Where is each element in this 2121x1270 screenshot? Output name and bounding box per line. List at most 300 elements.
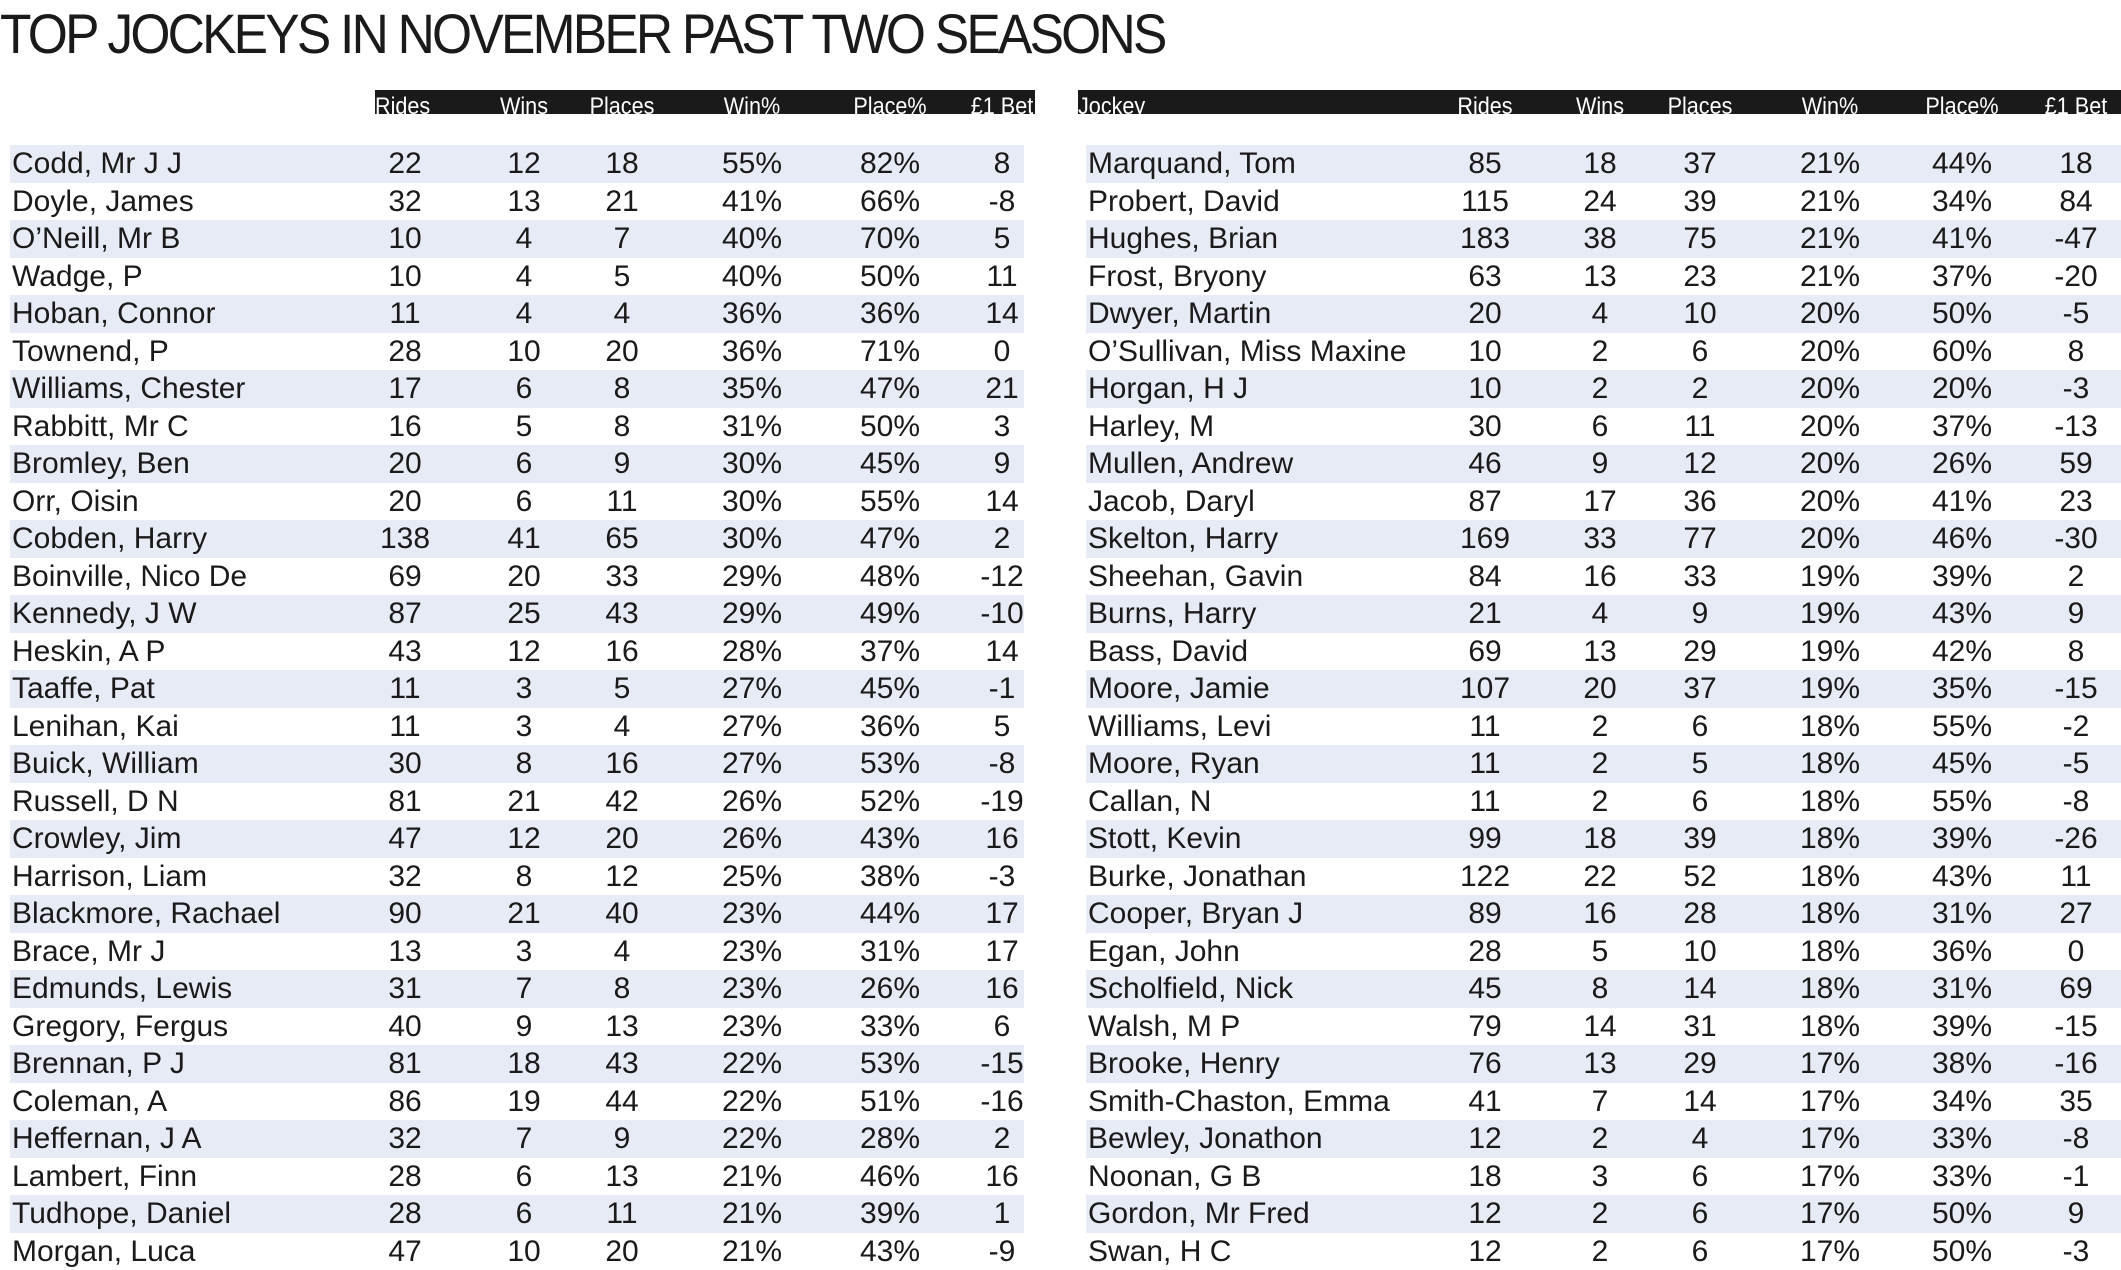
column-header-win-pct: Win% bbox=[698, 90, 806, 118]
cell-place-pct: 36% bbox=[1912, 933, 2012, 971]
cell-places: 16 bbox=[572, 633, 672, 671]
cell-places: 36 bbox=[1650, 483, 1750, 521]
cell-wins: 16 bbox=[1550, 558, 1650, 596]
column-header-rides: Rides bbox=[375, 90, 430, 118]
cell-rides: 86 bbox=[355, 1083, 455, 1121]
cell-wins: 25 bbox=[474, 595, 574, 633]
cell-places: 6 bbox=[1650, 1233, 1750, 1270]
cell-wins: 18 bbox=[474, 1045, 574, 1083]
cell-jockey: Edmunds, Lewis bbox=[12, 970, 232, 1008]
cell-rides: 84 bbox=[1435, 558, 1535, 596]
cell-places: 29 bbox=[1650, 633, 1750, 671]
cell-places: 12 bbox=[1650, 445, 1750, 483]
cell-place-pct: 39% bbox=[840, 1195, 940, 1233]
cell-win-pct: 18% bbox=[1780, 745, 1880, 783]
cell-win-pct: 41% bbox=[702, 183, 802, 221]
cell-places: 20 bbox=[572, 333, 672, 371]
cell-wins: 6 bbox=[474, 445, 574, 483]
cell-place-pct: 39% bbox=[1912, 1008, 2012, 1046]
cell-place-pct: 50% bbox=[1912, 1195, 2012, 1233]
cell-win-pct: 30% bbox=[702, 445, 802, 483]
cell-rides: 79 bbox=[1435, 1008, 1535, 1046]
cell-place-pct: 60% bbox=[1912, 333, 2012, 371]
cell-bet: 9 bbox=[2026, 595, 2121, 633]
cell-bet: 27 bbox=[2026, 895, 2121, 933]
cell-bet: -20 bbox=[2026, 258, 2121, 296]
cell-bet: 17 bbox=[952, 933, 1052, 971]
cell-rides: 30 bbox=[355, 745, 455, 783]
cell-rides: 122 bbox=[1435, 858, 1535, 896]
cell-place-pct: 34% bbox=[1912, 183, 2012, 221]
cell-wins: 22 bbox=[1550, 858, 1650, 896]
cell-jockey: Brennan, P J bbox=[12, 1045, 185, 1083]
cell-wins: 20 bbox=[474, 558, 574, 596]
cell-win-pct: 31% bbox=[702, 408, 802, 446]
cell-place-pct: 39% bbox=[1912, 558, 2012, 596]
cell-places: 13 bbox=[572, 1158, 672, 1196]
cell-place-pct: 28% bbox=[840, 1120, 940, 1158]
cell-places: 7 bbox=[572, 220, 672, 258]
cell-places: 13 bbox=[572, 1008, 672, 1046]
cell-bet: 16 bbox=[952, 1158, 1052, 1196]
cell-wins: 7 bbox=[1550, 1083, 1650, 1121]
cell-rides: 10 bbox=[355, 258, 455, 296]
cell-place-pct: 35% bbox=[1912, 670, 2012, 708]
cell-bet: 17 bbox=[952, 895, 1052, 933]
cell-place-pct: 38% bbox=[1912, 1045, 2012, 1083]
cell-place-pct: 26% bbox=[840, 970, 940, 1008]
cell-places: 20 bbox=[572, 1233, 672, 1270]
cell-wins: 7 bbox=[474, 970, 574, 1008]
cell-places: 40 bbox=[572, 895, 672, 933]
cell-bet: -8 bbox=[2026, 1120, 2121, 1158]
cell-places: 28 bbox=[1650, 895, 1750, 933]
cell-win-pct: 18% bbox=[1780, 933, 1880, 971]
cell-rides: 16 bbox=[355, 408, 455, 446]
cell-rides: 28 bbox=[355, 1158, 455, 1196]
cell-bet: 16 bbox=[952, 970, 1052, 1008]
cell-place-pct: 43% bbox=[840, 1233, 940, 1270]
cell-jockey: Smith-Chaston, Emma bbox=[1088, 1083, 1390, 1121]
cell-wins: 14 bbox=[1550, 1008, 1650, 1046]
cell-rides: 28 bbox=[355, 333, 455, 371]
cell-bet: -2 bbox=[2026, 708, 2121, 746]
cell-jockey: Sheehan, Gavin bbox=[1088, 558, 1303, 596]
cell-rides: 76 bbox=[1435, 1045, 1535, 1083]
cell-win-pct: 18% bbox=[1780, 708, 1880, 746]
cell-jockey: Heskin, A P bbox=[12, 633, 165, 671]
cell-place-pct: 47% bbox=[840, 520, 940, 558]
cell-places: 11 bbox=[572, 1195, 672, 1233]
cell-wins: 18 bbox=[1550, 145, 1650, 183]
cell-wins: 16 bbox=[1550, 895, 1650, 933]
cell-wins: 10 bbox=[474, 333, 574, 371]
cell-rides: 18 bbox=[1435, 1158, 1535, 1196]
cell-bet: -13 bbox=[2026, 408, 2121, 446]
cell-places: 42 bbox=[572, 783, 672, 821]
cell-bet: -1 bbox=[2026, 1158, 2121, 1196]
cell-place-pct: 50% bbox=[840, 408, 940, 446]
cell-rides: 21 bbox=[1435, 595, 1535, 633]
cell-rides: 90 bbox=[355, 895, 455, 933]
cell-win-pct: 20% bbox=[1780, 370, 1880, 408]
cell-wins: 24 bbox=[1550, 183, 1650, 221]
cell-places: 37 bbox=[1650, 145, 1750, 183]
cell-places: 20 bbox=[572, 820, 672, 858]
cell-place-pct: 45% bbox=[840, 670, 940, 708]
cell-wins: 17 bbox=[1550, 483, 1650, 521]
cell-jockey: Crowley, Jim bbox=[12, 820, 181, 858]
cell-jockey: Coleman, A bbox=[12, 1083, 167, 1121]
cell-wins: 4 bbox=[474, 258, 574, 296]
cell-jockey: Scholfield, Nick bbox=[1088, 970, 1293, 1008]
cell-place-pct: 50% bbox=[1912, 295, 2012, 333]
cell-places: 31 bbox=[1650, 1008, 1750, 1046]
cell-win-pct: 21% bbox=[702, 1158, 802, 1196]
cell-place-pct: 37% bbox=[1912, 258, 2012, 296]
cell-win-pct: 25% bbox=[702, 858, 802, 896]
cell-jockey: Heffernan, J A bbox=[12, 1120, 202, 1158]
cell-bet: 5 bbox=[952, 220, 1052, 258]
cell-places: 6 bbox=[1650, 783, 1750, 821]
cell-rides: 17 bbox=[355, 370, 455, 408]
cell-rides: 46 bbox=[1435, 445, 1535, 483]
cell-place-pct: 37% bbox=[840, 633, 940, 671]
cell-places: 10 bbox=[1650, 933, 1750, 971]
cell-places: 39 bbox=[1650, 183, 1750, 221]
cell-place-pct: 44% bbox=[1912, 145, 2012, 183]
cell-bet: -8 bbox=[952, 183, 1052, 221]
cell-places: 4 bbox=[572, 295, 672, 333]
cell-place-pct: 55% bbox=[1912, 708, 2012, 746]
cell-jockey: Callan, N bbox=[1088, 783, 1211, 821]
page-title: TOP JOCKEYS IN NOVEMBER PAST TWO SEASONS bbox=[0, 2, 1165, 66]
cell-wins: 12 bbox=[474, 145, 574, 183]
cell-places: 2 bbox=[1650, 370, 1750, 408]
cell-place-pct: 55% bbox=[1912, 783, 2012, 821]
cell-jockey: Lambert, Finn bbox=[12, 1158, 197, 1196]
column-header-wins: Wins bbox=[1546, 90, 1654, 118]
cell-wins: 38 bbox=[1550, 220, 1650, 258]
cell-places: 52 bbox=[1650, 858, 1750, 896]
cell-win-pct: 20% bbox=[1780, 520, 1880, 558]
cell-rides: 28 bbox=[1435, 933, 1535, 971]
cell-places: 9 bbox=[572, 1120, 672, 1158]
cell-wins: 21 bbox=[474, 895, 574, 933]
cell-rides: 41 bbox=[1435, 1083, 1535, 1121]
cell-place-pct: 43% bbox=[1912, 858, 2012, 896]
cell-places: 11 bbox=[1650, 408, 1750, 446]
cell-wins: 3 bbox=[474, 708, 574, 746]
cell-win-pct: 26% bbox=[702, 783, 802, 821]
cell-place-pct: 53% bbox=[840, 1045, 940, 1083]
cell-wins: 8 bbox=[474, 858, 574, 896]
cell-place-pct: 48% bbox=[840, 558, 940, 596]
cell-wins: 6 bbox=[474, 370, 574, 408]
cell-win-pct: 21% bbox=[702, 1195, 802, 1233]
cell-jockey: Frost, Bryony bbox=[1088, 258, 1266, 296]
cell-win-pct: 26% bbox=[702, 820, 802, 858]
cell-rides: 11 bbox=[1435, 708, 1535, 746]
cell-wins: 9 bbox=[474, 1008, 574, 1046]
cell-place-pct: 50% bbox=[840, 258, 940, 296]
cell-win-pct: 21% bbox=[1780, 220, 1880, 258]
cell-place-pct: 33% bbox=[840, 1008, 940, 1046]
cell-place-pct: 55% bbox=[840, 483, 940, 521]
cell-jockey: Egan, John bbox=[1088, 933, 1240, 971]
cell-rides: 20 bbox=[1435, 295, 1535, 333]
column-header-rides: Rides bbox=[1431, 90, 1539, 118]
cell-win-pct: 20% bbox=[1780, 408, 1880, 446]
cell-wins: 5 bbox=[474, 408, 574, 446]
cell-place-pct: 66% bbox=[840, 183, 940, 221]
cell-bet: -30 bbox=[2026, 520, 2121, 558]
cell-place-pct: 31% bbox=[1912, 895, 2012, 933]
column-header-bet: £1 Bet bbox=[2022, 90, 2121, 118]
cell-rides: 87 bbox=[355, 595, 455, 633]
cell-place-pct: 33% bbox=[1912, 1120, 2012, 1158]
cell-rides: 12 bbox=[1435, 1233, 1535, 1270]
cell-jockey: Cobden, Harry bbox=[12, 520, 207, 558]
cell-places: 43 bbox=[572, 595, 672, 633]
cell-bet: 2 bbox=[2026, 558, 2121, 596]
cell-jockey: Mullen, Andrew bbox=[1088, 445, 1293, 483]
cell-win-pct: 20% bbox=[1780, 333, 1880, 371]
cell-places: 9 bbox=[1650, 595, 1750, 633]
cell-bet: -15 bbox=[952, 1045, 1052, 1083]
cell-win-pct: 23% bbox=[702, 895, 802, 933]
cell-place-pct: 31% bbox=[1912, 970, 2012, 1008]
cell-wins: 4 bbox=[1550, 295, 1650, 333]
cell-places: 8 bbox=[572, 408, 672, 446]
cell-rides: 63 bbox=[1435, 258, 1535, 296]
cell-places: 33 bbox=[1650, 558, 1750, 596]
cell-jockey: Marquand, Tom bbox=[1088, 145, 1296, 183]
cell-jockey: Williams, Chester bbox=[12, 370, 245, 408]
cell-bet: 2 bbox=[952, 520, 1052, 558]
cell-places: 5 bbox=[1650, 745, 1750, 783]
cell-places: 33 bbox=[572, 558, 672, 596]
cell-wins: 8 bbox=[1550, 970, 1650, 1008]
cell-win-pct: 23% bbox=[702, 1008, 802, 1046]
cell-win-pct: 19% bbox=[1780, 595, 1880, 633]
cell-place-pct: 31% bbox=[840, 933, 940, 971]
cell-place-pct: 52% bbox=[840, 783, 940, 821]
cell-place-pct: 71% bbox=[840, 333, 940, 371]
cell-bet: 14 bbox=[952, 295, 1052, 333]
cell-wins: 4 bbox=[1550, 595, 1650, 633]
cell-wins: 2 bbox=[1550, 745, 1650, 783]
cell-jockey: Swan, H C bbox=[1088, 1233, 1231, 1270]
cell-rides: 47 bbox=[355, 1233, 455, 1270]
cell-bet: 8 bbox=[2026, 333, 2121, 371]
cell-bet: -16 bbox=[2026, 1045, 2121, 1083]
cell-rides: 30 bbox=[1435, 408, 1535, 446]
cell-jockey: Dwyer, Martin bbox=[1088, 295, 1271, 333]
cell-bet: 6 bbox=[952, 1008, 1052, 1046]
cell-rides: 169 bbox=[1435, 520, 1535, 558]
cell-places: 11 bbox=[572, 483, 672, 521]
cell-rides: 20 bbox=[355, 445, 455, 483]
column-header-jockey: Jockey bbox=[1078, 90, 1145, 118]
cell-places: 21 bbox=[572, 183, 672, 221]
cell-bet: 23 bbox=[2026, 483, 2121, 521]
cell-place-pct: 41% bbox=[1912, 220, 2012, 258]
cell-places: 37 bbox=[1650, 670, 1750, 708]
cell-win-pct: 35% bbox=[702, 370, 802, 408]
cell-places: 75 bbox=[1650, 220, 1750, 258]
cell-place-pct: 51% bbox=[840, 1083, 940, 1121]
cell-win-pct: 22% bbox=[702, 1045, 802, 1083]
cell-jockey: Skelton, Harry bbox=[1088, 520, 1278, 558]
cell-rides: 11 bbox=[355, 295, 455, 333]
cell-places: 6 bbox=[1650, 333, 1750, 371]
cell-wins: 12 bbox=[474, 633, 574, 671]
cell-places: 16 bbox=[572, 745, 672, 783]
column-header-win-pct: Win% bbox=[1776, 90, 1884, 118]
cell-wins: 8 bbox=[474, 745, 574, 783]
cell-bet: -15 bbox=[2026, 1008, 2121, 1046]
column-header-place-pct: Place% bbox=[1908, 90, 2016, 118]
cell-wins: 20 bbox=[1550, 670, 1650, 708]
cell-bet: -12 bbox=[952, 558, 1052, 596]
cell-place-pct: 47% bbox=[840, 370, 940, 408]
cell-jockey: Kennedy, J W bbox=[12, 595, 197, 633]
cell-places: 29 bbox=[1650, 1045, 1750, 1083]
cell-places: 6 bbox=[1650, 1158, 1750, 1196]
cell-jockey: O’Sullivan, Miss Maxine bbox=[1088, 333, 1406, 371]
cell-wins: 13 bbox=[474, 183, 574, 221]
cell-place-pct: 37% bbox=[1912, 408, 2012, 446]
cell-places: 77 bbox=[1650, 520, 1750, 558]
cell-places: 6 bbox=[1650, 1195, 1750, 1233]
cell-win-pct: 17% bbox=[1780, 1120, 1880, 1158]
cell-rides: 12 bbox=[1435, 1120, 1535, 1158]
cell-win-pct: 18% bbox=[1780, 820, 1880, 858]
cell-bet: -10 bbox=[952, 595, 1052, 633]
cell-bet: 35 bbox=[2026, 1083, 2121, 1121]
cell-places: 23 bbox=[1650, 258, 1750, 296]
cell-wins: 13 bbox=[1550, 1045, 1650, 1083]
cell-bet: 11 bbox=[2026, 858, 2121, 896]
cell-jockey: Codd, Mr J J bbox=[12, 145, 182, 183]
cell-wins: 3 bbox=[474, 933, 574, 971]
cell-rides: 10 bbox=[1435, 333, 1535, 371]
cell-place-pct: 38% bbox=[840, 858, 940, 896]
cell-bet: 9 bbox=[2026, 1195, 2121, 1233]
cell-place-pct: 53% bbox=[840, 745, 940, 783]
cell-win-pct: 17% bbox=[1780, 1233, 1880, 1270]
cell-wins: 5 bbox=[1550, 933, 1650, 971]
cell-place-pct: 20% bbox=[1912, 370, 2012, 408]
cell-win-pct: 23% bbox=[702, 933, 802, 971]
cell-wins: 4 bbox=[474, 295, 574, 333]
cell-win-pct: 21% bbox=[702, 1233, 802, 1270]
cell-jockey: Bass, David bbox=[1088, 633, 1248, 671]
cell-win-pct: 17% bbox=[1780, 1083, 1880, 1121]
cell-place-pct: 45% bbox=[1912, 745, 2012, 783]
cell-places: 14 bbox=[1650, 970, 1750, 1008]
cell-jockey: Probert, David bbox=[1088, 183, 1280, 221]
cell-wins: 10 bbox=[474, 1233, 574, 1270]
cell-win-pct: 21% bbox=[1780, 183, 1880, 221]
cell-rides: 22 bbox=[355, 145, 455, 183]
cell-wins: 19 bbox=[474, 1083, 574, 1121]
cell-win-pct: 21% bbox=[1780, 145, 1880, 183]
cell-bet: 14 bbox=[952, 483, 1052, 521]
cell-place-pct: 70% bbox=[840, 220, 940, 258]
cell-place-pct: 34% bbox=[1912, 1083, 2012, 1121]
cell-bet: 59 bbox=[2026, 445, 2121, 483]
cell-rides: 99 bbox=[1435, 820, 1535, 858]
cell-jockey: Hoban, Connor bbox=[12, 295, 215, 333]
cell-place-pct: 50% bbox=[1912, 1233, 2012, 1270]
cell-place-pct: 82% bbox=[840, 145, 940, 183]
cell-rides: 81 bbox=[355, 783, 455, 821]
cell-win-pct: 17% bbox=[1780, 1158, 1880, 1196]
cell-rides: 89 bbox=[1435, 895, 1535, 933]
cell-wins: 6 bbox=[474, 483, 574, 521]
cell-rides: 81 bbox=[355, 1045, 455, 1083]
cell-wins: 2 bbox=[1550, 333, 1650, 371]
cell-wins: 7 bbox=[474, 1120, 574, 1158]
cell-rides: 13 bbox=[355, 933, 455, 971]
cell-rides: 11 bbox=[355, 708, 455, 746]
cell-bet: -26 bbox=[2026, 820, 2121, 858]
cell-win-pct: 19% bbox=[1780, 670, 1880, 708]
cell-win-pct: 30% bbox=[702, 520, 802, 558]
cell-win-pct: 18% bbox=[1780, 970, 1880, 1008]
cell-jockey: Russell, D N bbox=[12, 783, 179, 821]
cell-win-pct: 21% bbox=[1780, 258, 1880, 296]
cell-jockey: Moore, Jamie bbox=[1088, 670, 1270, 708]
cell-bet: -8 bbox=[2026, 783, 2121, 821]
cell-bet: 8 bbox=[2026, 633, 2121, 671]
cell-win-pct: 18% bbox=[1780, 1008, 1880, 1046]
cell-rides: 11 bbox=[1435, 745, 1535, 783]
column-header-places: Places bbox=[1646, 90, 1754, 118]
cell-place-pct: 43% bbox=[840, 820, 940, 858]
cell-rides: 183 bbox=[1435, 220, 1535, 258]
cell-rides: 107 bbox=[1435, 670, 1535, 708]
cell-rides: 31 bbox=[355, 970, 455, 1008]
cell-win-pct: 17% bbox=[1780, 1045, 1880, 1083]
cell-places: 65 bbox=[572, 520, 672, 558]
cell-places: 5 bbox=[572, 670, 672, 708]
cell-bet: 69 bbox=[2026, 970, 2121, 1008]
cell-jockey: Wadge, P bbox=[12, 258, 143, 296]
cell-places: 14 bbox=[1650, 1083, 1750, 1121]
cell-place-pct: 46% bbox=[840, 1158, 940, 1196]
cell-bet: 14 bbox=[952, 633, 1052, 671]
cell-jockey: Cooper, Bryan J bbox=[1088, 895, 1303, 933]
cell-win-pct: 18% bbox=[1780, 895, 1880, 933]
cell-bet: -5 bbox=[2026, 745, 2121, 783]
cell-win-pct: 22% bbox=[702, 1083, 802, 1121]
cell-win-pct: 28% bbox=[702, 633, 802, 671]
cell-jockey: Noonan, G B bbox=[1088, 1158, 1261, 1196]
cell-jockey: Morgan, Luca bbox=[12, 1233, 195, 1270]
cell-bet: 11 bbox=[952, 258, 1052, 296]
cell-rides: 138 bbox=[355, 520, 455, 558]
column-header-place-pct: Place% bbox=[836, 90, 944, 118]
cell-win-pct: 40% bbox=[702, 220, 802, 258]
cell-places: 6 bbox=[1650, 708, 1750, 746]
cell-bet: -3 bbox=[2026, 370, 2121, 408]
cell-rides: 115 bbox=[1435, 183, 1535, 221]
cell-bet: 84 bbox=[2026, 183, 2121, 221]
cell-rides: 32 bbox=[355, 858, 455, 896]
